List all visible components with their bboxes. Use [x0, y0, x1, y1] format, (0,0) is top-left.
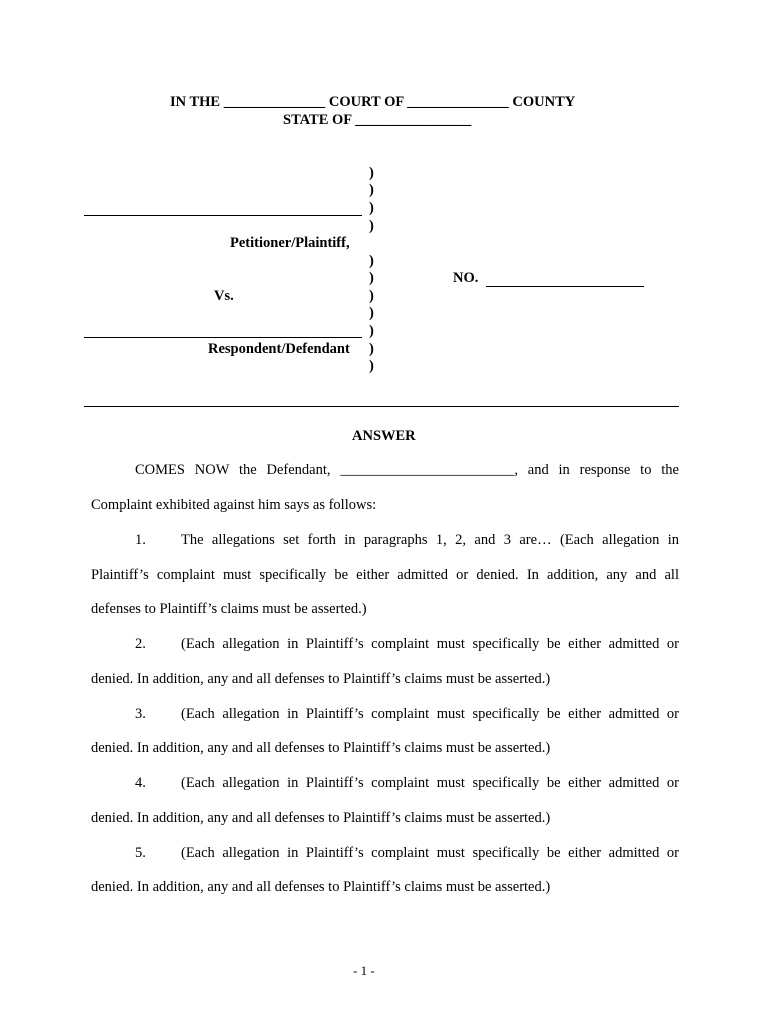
caption-paren: ) — [369, 305, 374, 321]
intro-line-1: COMES NOW the Defendant, ________________________, and in response to the — [135, 462, 679, 478]
caption-paren: ) — [369, 253, 374, 269]
petitioner-label: Petitioner/Plaintiff, — [230, 235, 350, 251]
paragraph-3-line-2: denied. In addition, any and all defenses to Plaintiff’s claims must be asserted.) — [91, 740, 551, 756]
caption-paren: ) — [369, 358, 374, 374]
case-number-line — [486, 286, 644, 287]
caption-paren: ) — [369, 288, 374, 304]
caption-paren: ) — [369, 270, 374, 286]
respondent-name-line — [84, 337, 362, 338]
case-number-label: NO. — [453, 270, 479, 286]
petitioner-name-line — [84, 215, 362, 216]
caption-paren: ) — [369, 218, 374, 234]
page-number: - 1 - — [353, 963, 375, 978]
vs-label: Vs. — [214, 288, 234, 304]
caption-paren: ) — [369, 182, 374, 198]
document-title: ANSWER — [352, 428, 416, 444]
caption-paren: ) — [369, 341, 374, 357]
caption-divider — [84, 406, 679, 407]
paragraph-5-line-2: denied. In addition, any and all defenses to Plaintiff’s claims must be asserted.) — [91, 879, 551, 895]
paragraph-number: 3. — [135, 706, 146, 722]
paragraph-1-line-1: The allegations set forth in paragraphs 1, 2, and 3 are… (Each allegation in — [181, 532, 679, 548]
paragraph-number: 1. — [135, 532, 146, 548]
paragraph-5-line-1: (Each allegation in Plaintiff’s complaint must specifically be either admitted or — [181, 845, 679, 861]
paragraph-number: 4. — [135, 775, 146, 791]
state-heading: STATE OF ________________ — [283, 112, 472, 128]
caption-paren: ) — [369, 200, 374, 216]
paragraph-1-line-3: defenses to Plaintiff’s claims must be asserted.) — [91, 601, 367, 617]
paragraph-3-line-1: (Each allegation in Plaintiff’s complaint must specifically be either admitted or — [181, 706, 679, 722]
court-heading: IN THE ______________ COURT OF ______________ COUNTY — [170, 94, 576, 110]
paragraph-4-line-2: denied. In addition, any and all defenses to Plaintiff’s claims must be asserted.) — [91, 810, 551, 826]
caption-paren: ) — [369, 323, 374, 339]
caption-paren: ) — [369, 165, 374, 181]
paragraph-number: 2. — [135, 636, 146, 652]
paragraph-1-line-2: Plaintiff’s complaint must specifically be either admitted or denied. In addition, any and all — [91, 567, 679, 583]
paragraph-2-line-1: (Each allegation in Plaintiff’s complaint must specifically be either admitted or — [181, 636, 679, 652]
respondent-label: Respondent/Defendant — [208, 341, 350, 357]
intro-line-2: Complaint exhibited against him says as follows: — [91, 497, 377, 513]
paragraph-4-line-1: (Each allegation in Plaintiff’s complaint must specifically be either admitted or — [181, 775, 679, 791]
paragraph-2-line-2: denied. In addition, any and all defenses to Plaintiff’s claims must be asserted.) — [91, 671, 551, 687]
paragraph-number: 5. — [135, 845, 146, 861]
